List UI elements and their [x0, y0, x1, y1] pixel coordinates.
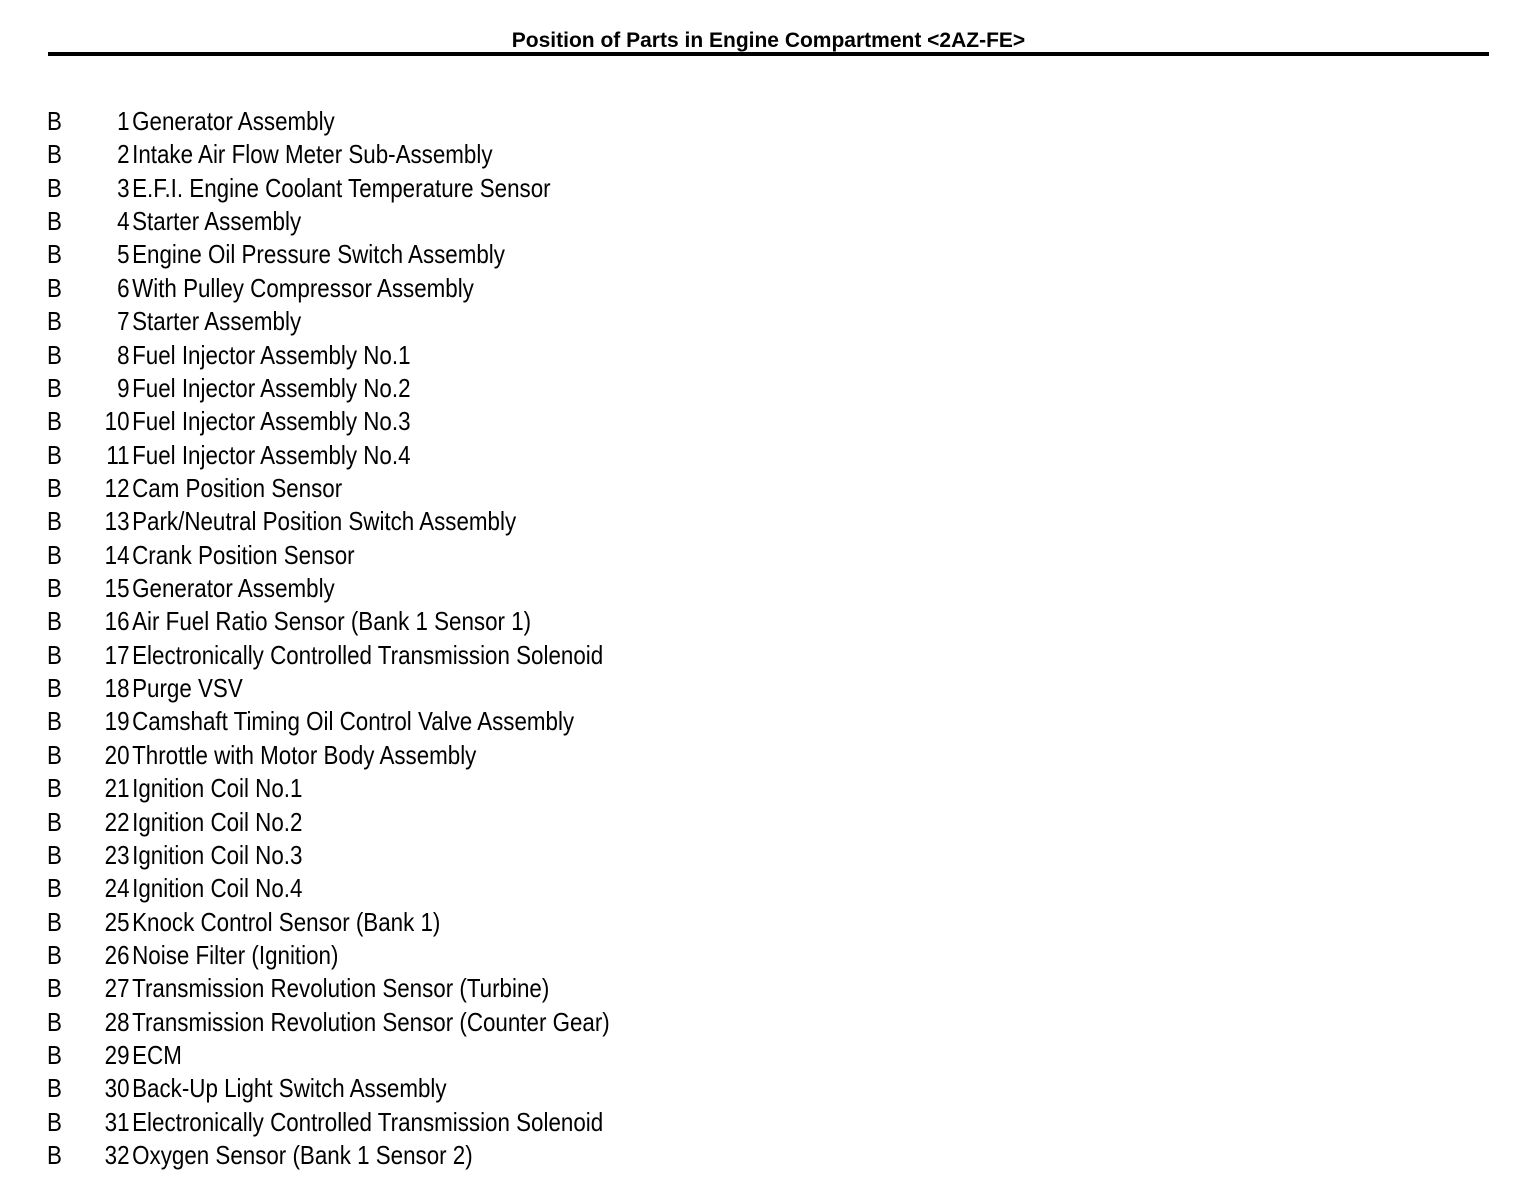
part-name: Starter Assembly — [132, 306, 302, 337]
part-number: 16 — [104, 606, 130, 637]
part-prefix: B — [47, 206, 62, 237]
part-number: 30 — [104, 1073, 130, 1104]
part-prefix: B — [47, 773, 62, 804]
part-number: 5 — [117, 239, 130, 270]
part-name: Crank Position Sensor — [132, 539, 355, 570]
part-prefix: B — [47, 1106, 62, 1137]
part-name: Electronically Controlled Transmission Solenoid — [132, 639, 604, 670]
part-number: 23 — [104, 839, 130, 870]
part-name: Oxygen Sensor (Bank 1 Sensor 2) — [132, 1140, 473, 1171]
part-prefix: B — [47, 372, 62, 403]
part-name: Engine Oil Pressure Switch Assembly — [132, 239, 505, 270]
page-title: Position of Parts in Engine Compartment <2AZ-FE> — [511, 29, 1026, 52]
part-number: 28 — [104, 1006, 130, 1037]
part-number: 3 — [117, 172, 130, 203]
part-number: 21 — [104, 773, 130, 804]
part-number: 29 — [104, 1040, 130, 1071]
part-prefix: B — [47, 806, 62, 837]
part-number: 4 — [117, 206, 130, 237]
part-prefix: B — [47, 1040, 62, 1071]
part-name: With Pulley Compressor Assembly — [132, 272, 474, 303]
part-prefix: B — [47, 639, 62, 670]
part-prefix: B — [47, 1006, 62, 1037]
part-number: 25 — [104, 906, 130, 937]
part-number: 12 — [104, 472, 130, 503]
part-prefix: B — [47, 172, 62, 203]
part-number: 14 — [104, 539, 130, 570]
part-number: 31 — [104, 1106, 130, 1137]
part-number: 2 — [117, 139, 130, 170]
part-name: Generator Assembly — [132, 106, 335, 136]
part-prefix: B — [47, 973, 62, 1004]
part-number: 17 — [104, 639, 130, 670]
part-number: 24 — [104, 873, 130, 904]
part-name: Ignition Coil No.2 — [132, 806, 303, 837]
part-name: Air Fuel Ratio Sensor (Bank 1 Sensor 1) — [132, 606, 532, 637]
part-name: Starter Assembly — [132, 206, 302, 237]
part-name: ECM — [132, 1040, 182, 1071]
part-prefix: B — [47, 606, 62, 637]
part-prefix: B — [47, 472, 62, 503]
part-number: 20 — [104, 739, 130, 770]
part-number: 26 — [104, 939, 130, 970]
part-name: E.F.I. Engine Coolant Temperature Sensor — [132, 172, 551, 203]
part-number: 22 — [104, 806, 130, 837]
part-name: Intake Air Flow Meter Sub-Assembly — [132, 139, 493, 170]
part-name: Fuel Injector Assembly No.1 — [132, 339, 411, 370]
part-prefix: B — [47, 739, 62, 770]
part-prefix: B — [47, 939, 62, 970]
part-name: Throttle with Motor Body Assembly — [132, 739, 477, 770]
part-name: Transmission Revolution Sensor (Turbine) — [132, 973, 550, 1004]
part-number: 32 — [104, 1140, 130, 1171]
part-prefix: B — [47, 839, 62, 870]
part-number: 18 — [104, 673, 130, 704]
part-name: Noise Filter (Ignition) — [132, 939, 339, 970]
part-prefix: B — [47, 239, 62, 270]
part-number: 11 — [106, 439, 130, 470]
part-number: 7 — [117, 306, 130, 337]
part-name: Park/Neutral Position Switch Assembly — [132, 506, 517, 537]
part-prefix: B — [47, 673, 62, 704]
part-number: 9 — [117, 372, 130, 403]
part-number: 19 — [104, 706, 130, 737]
part-prefix: B — [47, 306, 62, 337]
part-prefix: B — [47, 406, 62, 437]
part-name: Purge VSV — [132, 673, 243, 704]
part-name: Electronically Controlled Transmission Solenoid — [132, 1106, 604, 1137]
title-divider — [48, 52, 1489, 56]
part-prefix: B — [47, 1073, 62, 1104]
part-number: 10 — [104, 406, 130, 437]
part-name: Camshaft Timing Oil Control Valve Assembly — [132, 706, 575, 737]
part-prefix: B — [47, 906, 62, 937]
part-prefix: B — [47, 106, 62, 136]
part-name: Fuel Injector Assembly No.4 — [132, 439, 411, 470]
part-name: Ignition Coil No.1 — [132, 773, 303, 804]
part-number: 8 — [117, 339, 130, 370]
part-name: Fuel Injector Assembly No.2 — [132, 372, 411, 403]
part-number: 15 — [104, 573, 130, 604]
part-prefix: B — [47, 139, 62, 170]
part-number: 1 — [117, 106, 130, 136]
part-prefix: B — [47, 1140, 62, 1171]
part-number: 6 — [117, 272, 130, 303]
part-prefix: B — [47, 573, 62, 604]
part-name: Ignition Coil No.3 — [132, 839, 303, 870]
part-name: Transmission Revolution Sensor (Counter Gear) — [132, 1006, 610, 1037]
part-prefix: B — [47, 706, 62, 737]
part-prefix: B — [47, 873, 62, 904]
part-name: Back-Up Light Switch Assembly — [132, 1073, 447, 1104]
part-number: 13 — [104, 506, 130, 537]
part-prefix: B — [47, 506, 62, 537]
part-prefix: B — [47, 339, 62, 370]
part-number: 27 — [104, 973, 130, 1004]
part-name: Generator Assembly — [132, 573, 335, 604]
part-name: Knock Control Sensor (Bank 1) — [132, 906, 441, 937]
part-name: Fuel Injector Assembly No.3 — [132, 406, 411, 437]
part-name: Cam Position Sensor — [132, 472, 343, 503]
part-prefix: B — [47, 539, 62, 570]
part-prefix: B — [47, 272, 62, 303]
part-name: Ignition Coil No.4 — [132, 873, 303, 904]
part-prefix: B — [47, 439, 62, 470]
